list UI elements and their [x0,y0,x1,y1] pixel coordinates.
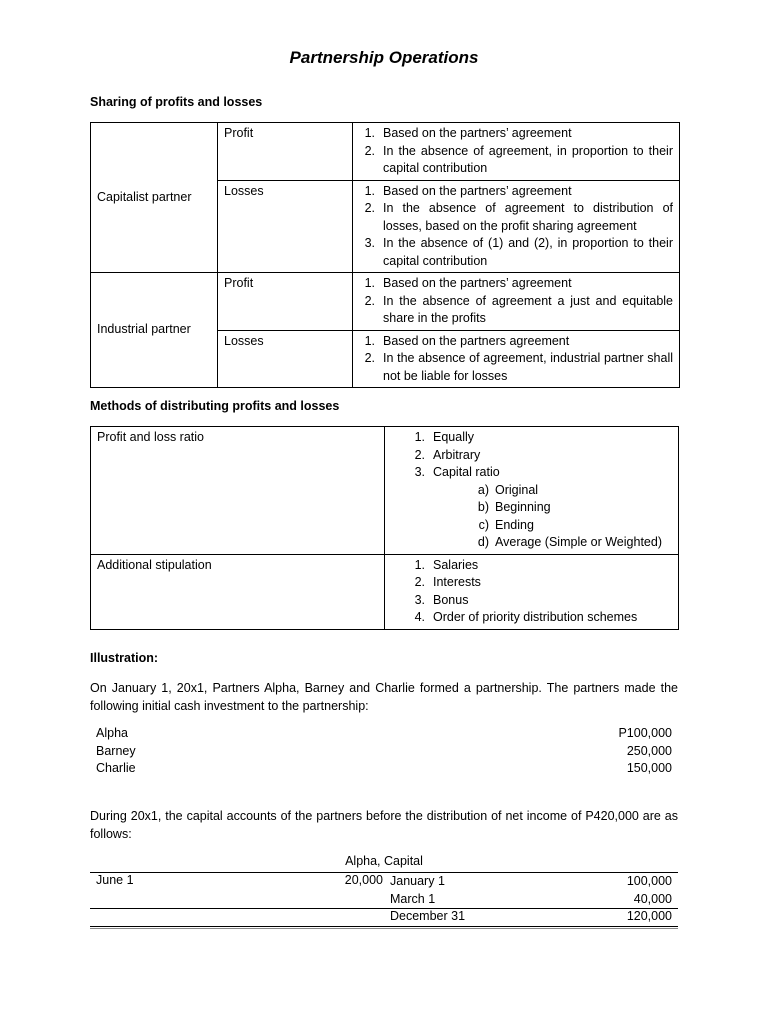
investment-row: Barney 250,000 [96,743,672,758]
list-item: b) Beginning [477,500,551,514]
capital-ratio-sublist [473,482,672,552]
capitalist-profit-rules [353,123,680,181]
page-title: Partnership Operations [289,48,479,67]
ledger-double-rule [90,928,678,929]
industrial-profit-list [359,275,673,328]
additional-list [409,557,672,627]
list-item: 1. Based on the partners’ agreement [364,276,572,290]
investment-row: Charlie 150,000 [96,761,672,775]
list-item: 2. Arbitrary [414,447,481,462]
list-item: d) Average (Simple or Weighted) [477,535,662,549]
industrial-losses-list [359,333,673,386]
list-item: 2. Interests [414,575,481,589]
list-item: 2. In the absence of agreement, industrial partner shall not be liable for losses [364,351,673,383]
additional-stipulation-methods [385,554,679,629]
methods-table [90,426,679,630]
list-item: 4. Order of priority distribution schemes [414,610,638,624]
illustration-heading: Illustration: [90,651,159,665]
capitalist-partner-label: Capitalist partner [91,123,218,273]
list-item: 2. In the absence of agreement a just and equitable share in the profits [364,293,673,325]
capitalist-losses-list [359,183,673,271]
ratio-list [409,429,672,552]
list-item: 1. Based on the partners’ agreement [364,126,572,140]
debit-date: June 1 [96,873,134,887]
capitalist-profit-list [359,125,673,178]
list-item: 3. Bonus [414,592,469,607]
sharing-table [90,122,680,388]
industrial-losses-label: Losses [218,330,353,388]
list-item: 2. In the absence of agreement, in proportion to their capital contribution [364,143,673,175]
investment-row: Alpha P100,000 [96,726,672,740]
list-item: 1. Salaries [414,557,479,572]
list-item: 3. Capital ratio a) Original b) Beginning c) Ending d) Average (Simple or Weighted) [409,464,672,552]
additional-stipulation-label: Additional stipulation [91,554,385,629]
illustration-paragraph-1: On January 1, 20x1, Partners Alpha, Barney and Charlie formed a partnership. The partners made the following initial cash investment to the partnership: [90,681,678,713]
industrial-partner-label: Industrial partner [91,273,218,388]
profit-loss-ratio-methods [385,427,679,555]
illustration-paragraph-2: During 20x1, the capital accounts of the partners before the distribution of net income of P420,000 are as follows: [90,809,678,841]
sharing-heading: Sharing of profits and losses [90,95,263,109]
capitalist-profit-label: Profit [218,123,353,181]
list-item: 1. Based on the partners agreement [364,333,570,348]
ledger-bottom-rule [90,926,678,927]
industrial-profit-rules [353,273,680,331]
credit-amounts: 100,000 40,000 120,000 [626,874,672,923]
capitalist-losses-rules [353,180,680,273]
profit-loss-ratio-label: Profit and loss ratio [91,427,385,555]
ledger-title: Alpha, Capital [345,854,423,868]
list-item: 1. Equally [414,430,474,444]
list-item: 3. In the absence of (1) and (2), in proportion to their capital contribution [364,236,673,268]
capitalist-losses-label: Losses [218,180,353,273]
credit-dates: January 1 March 1 December 31 [390,874,466,923]
list-item: 1. Based on the partners’ agreement [364,183,572,198]
alpha-capital-t-account [90,854,678,934]
methods-heading: Methods of distributing profits and losses [90,399,340,413]
debit-amount: 20,000 [344,873,383,887]
list-item: a) Original [477,482,539,497]
industrial-profit-label: Profit [218,273,353,331]
list-item: c) Ending [478,517,534,532]
list-item: 2. In the absence of agreement to distribution of losses, based on the profit sharing agreement [364,201,673,233]
investment-list [96,725,672,778]
industrial-losses-rules [353,330,680,388]
